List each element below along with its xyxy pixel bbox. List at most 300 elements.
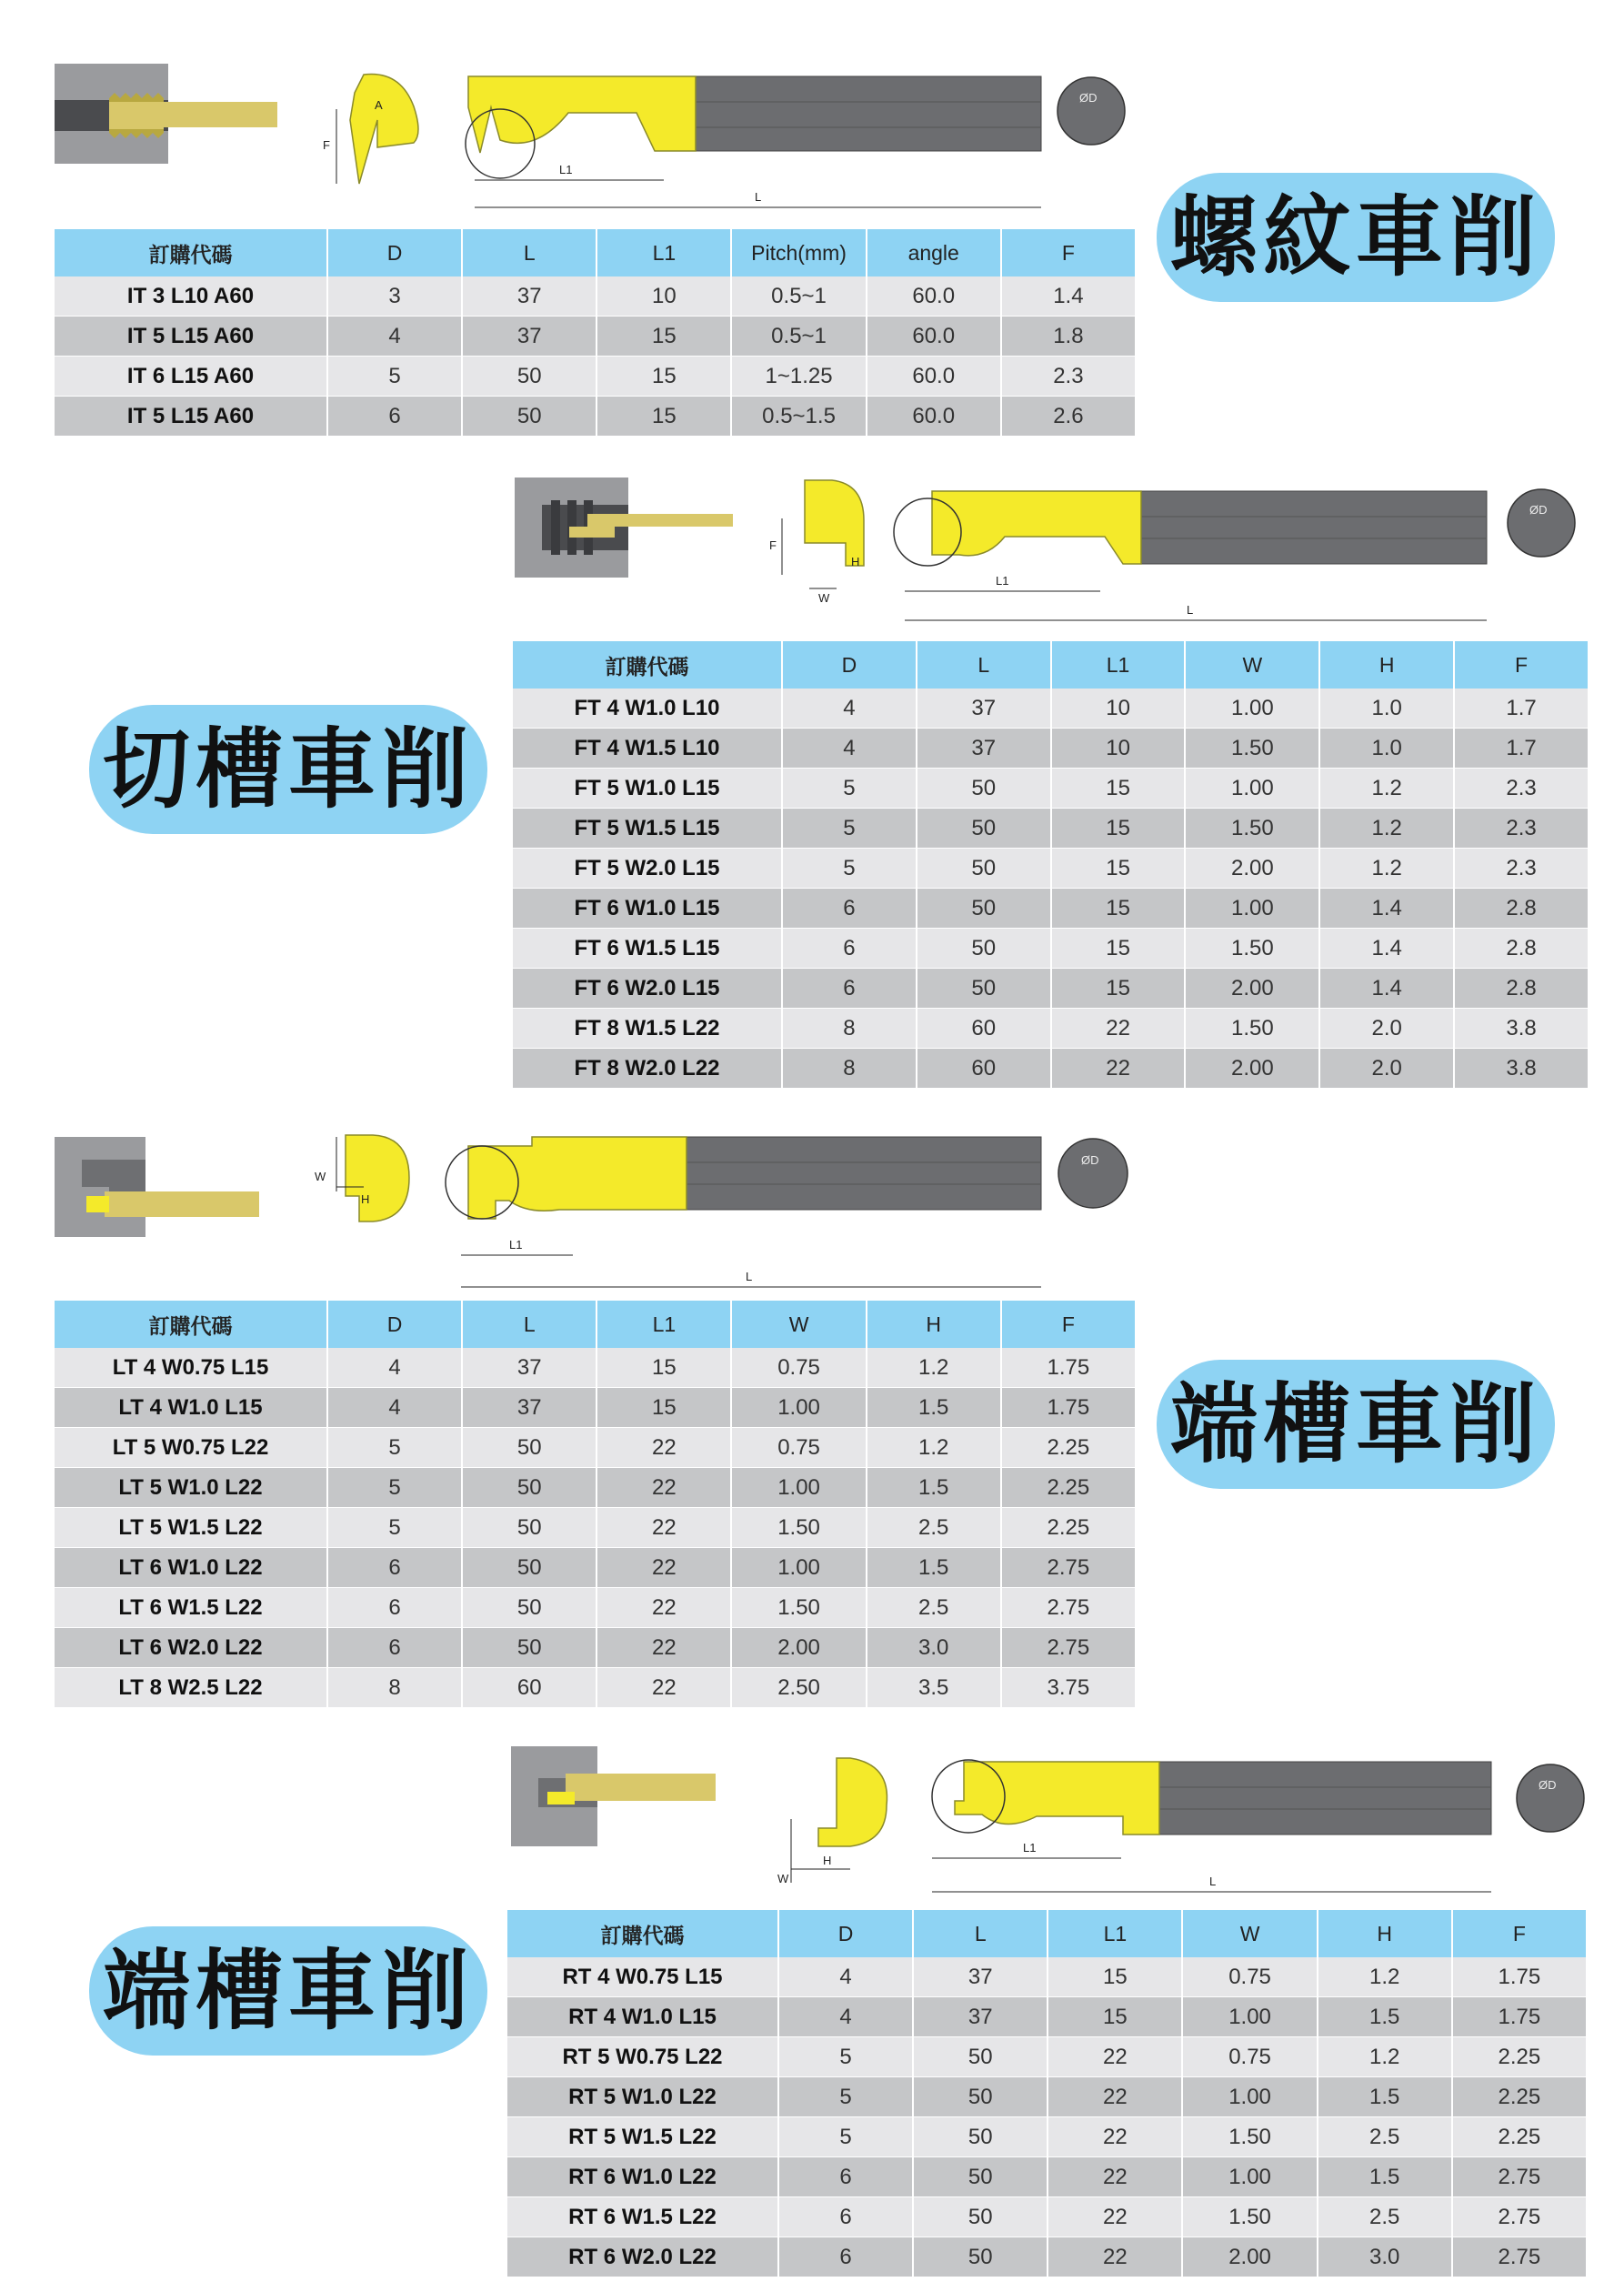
cell: 2.75	[1452, 2197, 1587, 2237]
table-row	[507, 2077, 1587, 2117]
cell: 60.0	[867, 317, 1001, 357]
cell: 50	[913, 2077, 1048, 2117]
cell: LT 4 W0.75 L15	[55, 1348, 327, 1388]
cell: 15	[596, 1388, 731, 1428]
section-title-badge: 切槽車削	[89, 705, 487, 834]
cell: 2.3	[1454, 769, 1589, 809]
cell: 1.75	[1452, 1997, 1587, 2037]
cell: 6	[782, 929, 917, 969]
cell: 3.8	[1454, 1049, 1589, 1089]
col-header: 訂購代碼	[513, 641, 782, 689]
cell: 60	[917, 1049, 1051, 1089]
cell: 6	[327, 1548, 462, 1588]
cell: 4	[782, 729, 917, 769]
cell: 1.4	[1319, 969, 1454, 1009]
col-header: 訂購代碼	[55, 229, 327, 276]
col-header: L	[462, 1301, 596, 1348]
cell: 2.5	[1318, 2117, 1452, 2157]
cell: 15	[1051, 929, 1186, 969]
section-title-badge: 螺紋車削	[1157, 173, 1555, 302]
cell: 8	[782, 1049, 917, 1089]
cell: 1.5	[1318, 2077, 1452, 2117]
cell: 10	[596, 276, 731, 317]
cell: 1.4	[1319, 889, 1454, 929]
cell: 22	[596, 1668, 731, 1708]
face-groove-tool-diagram	[905, 1751, 1596, 1905]
cell: 50	[913, 2197, 1048, 2237]
cell: FT 5 W1.5 L15	[513, 809, 782, 849]
col-header: L	[913, 1910, 1048, 1957]
cell: 50	[462, 1508, 596, 1548]
cell: 0.75	[731, 1428, 866, 1468]
cell: RT 5 W0.75 L22	[507, 2037, 778, 2077]
cell: 15	[1048, 1957, 1182, 1997]
table-row	[55, 397, 1136, 437]
table-row	[513, 1049, 1589, 1089]
table-row	[55, 1588, 1136, 1628]
cell: 0.5~1.5	[731, 397, 866, 437]
cell: 1.5	[867, 1468, 1001, 1508]
cell: FT 6 W2.0 L15	[513, 969, 782, 1009]
table-row	[513, 769, 1589, 809]
cell: LT 8 W2.5 L22	[55, 1668, 327, 1708]
table-row	[55, 276, 1136, 317]
table-row	[55, 1548, 1136, 1588]
workpiece-face-groove-image	[55, 1137, 264, 1237]
dim-angle-label: A	[375, 98, 383, 112]
cell: FT 8 W2.0 L22	[513, 1049, 782, 1089]
col-header: W	[1185, 641, 1319, 689]
cell: 1.5	[867, 1388, 1001, 1428]
cell: 37	[462, 1348, 596, 1388]
cell: 22	[596, 1628, 731, 1668]
cell: 2.3	[1454, 809, 1589, 849]
col-header: D	[778, 1910, 913, 1957]
col-header: F	[1001, 229, 1136, 276]
cell: 2.25	[1452, 2117, 1587, 2157]
col-header: H	[867, 1301, 1001, 1348]
insert-profile-diagram	[768, 1751, 896, 1896]
cell: RT 6 W2.0 L22	[507, 2237, 778, 2277]
cell: 1.2	[1319, 769, 1454, 809]
cell: RT 6 W1.0 L22	[507, 2157, 778, 2197]
cell: 37	[913, 1957, 1048, 1997]
col-header: D	[327, 1301, 462, 1348]
dim-l-label: L	[1209, 1875, 1217, 1888]
cell: 10	[1051, 729, 1186, 769]
cell: 1.2	[1318, 2037, 1452, 2077]
cell: FT 4 W1.5 L10	[513, 729, 782, 769]
cell: 8	[782, 1009, 917, 1049]
cell: LT 6 W1.0 L22	[55, 1548, 327, 1588]
cell: LT 6 W2.0 L22	[55, 1628, 327, 1668]
cell: 1.5	[867, 1548, 1001, 1588]
cell: 1.0	[1319, 729, 1454, 769]
table-row	[513, 809, 1589, 849]
dim-f-label: F	[769, 538, 777, 552]
col-header: L1	[596, 1301, 731, 1348]
cell: 6	[778, 2197, 913, 2237]
cell: 37	[913, 1997, 1048, 2037]
section-title-badge: 端槽車削	[89, 1926, 487, 2056]
cell: FT 6 W1.5 L15	[513, 929, 782, 969]
dim-l-label: L	[755, 190, 762, 204]
col-header: D	[782, 641, 917, 689]
cell: 60.0	[867, 357, 1001, 397]
cell: 1.00	[1182, 2077, 1317, 2117]
cell: 1.5	[1318, 2157, 1452, 2197]
cell: 50	[917, 889, 1051, 929]
cell: 15	[1051, 809, 1186, 849]
cell: 37	[462, 276, 596, 317]
cell: 50	[462, 1548, 596, 1588]
cell: 0.5~1	[731, 276, 866, 317]
cell: 6	[327, 1588, 462, 1628]
dim-diameter-label: ØD	[1529, 503, 1548, 517]
cell: 22	[1051, 1049, 1186, 1089]
cell: 22	[596, 1468, 731, 1508]
table-row	[507, 1997, 1587, 2037]
cell: RT 5 W1.5 L22	[507, 2117, 778, 2157]
cell: 22	[596, 1548, 731, 1588]
col-header: 訂購代碼	[55, 1301, 327, 1348]
table-row	[513, 849, 1589, 889]
cell: 1.00	[731, 1468, 866, 1508]
cell: 0.75	[731, 1348, 866, 1388]
cell: 22	[1048, 2077, 1182, 2117]
cell: 1.00	[1185, 889, 1319, 929]
cell: 1~1.25	[731, 357, 866, 397]
cell: 5	[327, 357, 462, 397]
table-row	[55, 1468, 1136, 1508]
cell: 0.75	[1182, 2037, 1317, 2077]
cell: 5	[778, 2117, 913, 2157]
cell: 1.00	[731, 1388, 866, 1428]
cell: 6	[778, 2157, 913, 2197]
col-header: W	[1182, 1910, 1317, 1957]
cell: LT 5 W1.0 L22	[55, 1468, 327, 1508]
cell: 50	[917, 809, 1051, 849]
cell: 5	[327, 1428, 462, 1468]
cell: 2.8	[1454, 929, 1589, 969]
table-row	[55, 317, 1136, 357]
table-row	[55, 1668, 1136, 1708]
cell: IT 5 L15 A60	[55, 397, 327, 437]
cell: 2.25	[1001, 1428, 1136, 1468]
cell: 6	[327, 397, 462, 437]
cell: 1.2	[1318, 1957, 1452, 1997]
cell: 2.75	[1452, 2157, 1587, 2197]
cell: 15	[596, 357, 731, 397]
cell: 6	[778, 2237, 913, 2277]
col-header: F	[1452, 1910, 1587, 1957]
table-row	[55, 1388, 1136, 1428]
cell: 1.50	[731, 1508, 866, 1548]
cell: 2.6	[1001, 397, 1136, 437]
cell: 22	[1048, 2117, 1182, 2157]
groove-spec-table	[513, 641, 1589, 1089]
cell: 2.0	[1319, 1049, 1454, 1089]
cell: 10	[1051, 689, 1186, 729]
cell: 50	[462, 357, 596, 397]
cell: 1.50	[731, 1588, 866, 1628]
cell: 60.0	[867, 276, 1001, 317]
col-header: L	[462, 229, 596, 276]
cell: 4	[327, 1388, 462, 1428]
cell: 8	[327, 1668, 462, 1708]
cell: 5	[327, 1468, 462, 1508]
cell: 1.4	[1319, 929, 1454, 969]
insert-profile-diagram	[309, 1128, 436, 1237]
cell: 2.00	[1185, 969, 1319, 1009]
cell: 50	[917, 969, 1051, 1009]
col-header: H	[1318, 1910, 1452, 1957]
cell: LT 5 W0.75 L22	[55, 1428, 327, 1468]
thread-spec-table	[55, 229, 1137, 437]
col-header: L1	[1051, 641, 1186, 689]
table-row	[507, 2237, 1587, 2277]
cell: 3	[327, 276, 462, 317]
cell: 1.75	[1452, 1957, 1587, 1997]
dim-l-label: L	[746, 1270, 753, 1283]
cell: 15	[1051, 889, 1186, 929]
table-row	[507, 2197, 1587, 2237]
cell: 2.75	[1001, 1588, 1136, 1628]
table-header-row	[55, 229, 1136, 276]
cell: 1.7	[1454, 729, 1589, 769]
workpiece-thread-image	[55, 64, 282, 164]
col-header: F	[1454, 641, 1589, 689]
insert-profile-diagram	[764, 475, 900, 611]
cell: 5	[782, 809, 917, 849]
cell: 50	[917, 769, 1051, 809]
cell: 37	[917, 689, 1051, 729]
dim-h-label: H	[361, 1192, 370, 1206]
dim-l1-label: L1	[509, 1238, 523, 1252]
col-header: L1	[596, 229, 731, 276]
table-header-row	[55, 1301, 1136, 1348]
cell: 2.00	[1185, 849, 1319, 889]
cell: LT 6 W1.5 L22	[55, 1588, 327, 1628]
cell: 1.2	[867, 1428, 1001, 1468]
cell: 50	[462, 1628, 596, 1668]
cell: 37	[917, 729, 1051, 769]
cell: 60.0	[867, 397, 1001, 437]
cell: 6	[782, 969, 917, 1009]
cell: 50	[917, 929, 1051, 969]
col-header: H	[1319, 641, 1454, 689]
cell: 2.75	[1001, 1628, 1136, 1668]
col-header: angle	[867, 229, 1001, 276]
table-row	[507, 2037, 1587, 2077]
cell: 1.2	[1319, 809, 1454, 849]
workpiece-face-groove-image	[511, 1746, 720, 1846]
dim-w-label: W	[315, 1170, 326, 1183]
cell: 2.00	[1182, 2237, 1317, 2277]
cell: 22	[1051, 1009, 1186, 1049]
cell: 2.00	[1185, 1049, 1319, 1089]
table-row	[513, 1009, 1589, 1049]
cell: 1.50	[1185, 1009, 1319, 1049]
cell: FT 6 W1.0 L15	[513, 889, 782, 929]
cell: 15	[1051, 849, 1186, 889]
cell: 2.50	[731, 1668, 866, 1708]
col-header: Pitch(mm)	[731, 229, 866, 276]
col-header: L1	[1048, 1910, 1182, 1957]
cell: 15	[596, 317, 731, 357]
cell: 22	[1048, 2037, 1182, 2077]
cell: 22	[596, 1508, 731, 1548]
cell: 6	[782, 889, 917, 929]
cell: 1.50	[1185, 929, 1319, 969]
table-header-row	[513, 641, 1589, 689]
cell: 15	[596, 1348, 731, 1388]
cell: RT 6 W1.5 L22	[507, 2197, 778, 2237]
dim-h-label: H	[851, 555, 860, 568]
cell: 2.5	[867, 1508, 1001, 1548]
thread-tool-diagram	[455, 71, 1128, 216]
table-row	[513, 889, 1589, 929]
dim-l-label: L	[1187, 603, 1194, 617]
dim-diameter-label: ØD	[1539, 1778, 1557, 1792]
cell: 0.5~1	[731, 317, 866, 357]
cell: 4	[327, 1348, 462, 1388]
cell: 50	[913, 2117, 1048, 2157]
cell: RT 4 W0.75 L15	[507, 1957, 778, 1997]
cell: 15	[596, 397, 731, 437]
dim-f-label: F	[323, 138, 330, 152]
cell: 1.8	[1001, 317, 1136, 357]
cell: 1.5	[1318, 1997, 1452, 2037]
cell: 1.4	[1001, 276, 1136, 317]
cell: 3.0	[867, 1628, 1001, 1668]
cell: 2.5	[867, 1588, 1001, 1628]
table-row	[513, 689, 1589, 729]
cell: 50	[462, 1428, 596, 1468]
cell: 2.25	[1452, 2077, 1587, 2117]
cell: 2.75	[1452, 2237, 1587, 2277]
dim-h-label: H	[823, 1854, 832, 1867]
cell: 15	[1051, 969, 1186, 1009]
cell: 50	[462, 1588, 596, 1628]
cell: IT 6 L15 A60	[55, 357, 327, 397]
cell: FT 5 W1.0 L15	[513, 769, 782, 809]
col-header: 訂購代碼	[507, 1910, 778, 1957]
cell: 22	[1048, 2197, 1182, 2237]
cell: LT 5 W1.5 L22	[55, 1508, 327, 1548]
cell: 22	[596, 1428, 731, 1468]
cell: RT 5 W1.0 L22	[507, 2077, 778, 2117]
face-groove-rt-spec-table	[507, 1910, 1588, 2277]
cell: 1.2	[867, 1348, 1001, 1388]
cell: 50	[913, 2237, 1048, 2277]
col-header: D	[327, 229, 462, 276]
col-header: L	[917, 641, 1051, 689]
table-row	[55, 1428, 1136, 1468]
cell: 4	[327, 317, 462, 357]
cell: 1.50	[1182, 2197, 1317, 2237]
table-row	[55, 1508, 1136, 1548]
cell: 4	[782, 689, 917, 729]
cell: 1.0	[1319, 689, 1454, 729]
cell: 1.75	[1001, 1348, 1136, 1388]
section-title-badge: 端槽車削	[1157, 1360, 1555, 1489]
cell: 5	[782, 769, 917, 809]
cell: 50	[913, 2037, 1048, 2077]
cell: FT 8 W1.5 L22	[513, 1009, 782, 1049]
cell: 37	[462, 1388, 596, 1428]
cell: 2.3	[1454, 849, 1589, 889]
table-row	[507, 1957, 1587, 1997]
table-row	[55, 357, 1136, 397]
cell: 5	[327, 1508, 462, 1548]
dim-diameter-label: ØD	[1081, 1153, 1099, 1167]
cell: 3.5	[867, 1668, 1001, 1708]
cell: 2.00	[731, 1628, 866, 1668]
cell: 5	[782, 849, 917, 889]
cell: 1.00	[1185, 769, 1319, 809]
table-row	[507, 2157, 1587, 2197]
dim-w-label: W	[818, 591, 830, 605]
cell: 50	[462, 397, 596, 437]
table-header-row	[507, 1910, 1587, 1957]
cell: 1.75	[1001, 1388, 1136, 1428]
cell: 50	[462, 1468, 596, 1508]
col-header: F	[1001, 1301, 1136, 1348]
cell: 60	[917, 1009, 1051, 1049]
cell: 4	[778, 1997, 913, 2037]
table-row	[513, 729, 1589, 769]
cell: 1.00	[1185, 689, 1319, 729]
cell: 1.50	[1185, 809, 1319, 849]
table-row	[55, 1628, 1136, 1668]
dim-w-label: W	[777, 1872, 789, 1885]
cell: 6	[327, 1628, 462, 1668]
face-groove-lt-spec-table	[55, 1301, 1137, 1708]
cell: 0.75	[1182, 1957, 1317, 1997]
cell: 4	[778, 1957, 913, 1997]
table-row	[507, 2117, 1587, 2157]
cell: 1.00	[1182, 1997, 1317, 2037]
cell: 1.00	[1182, 2157, 1317, 2197]
cell: 1.2	[1319, 849, 1454, 889]
cell: FT 4 W1.0 L10	[513, 689, 782, 729]
cell: 2.25	[1452, 2037, 1587, 2077]
cell: 2.75	[1001, 1548, 1136, 1588]
cell: 3.0	[1318, 2237, 1452, 2277]
dim-diameter-label: ØD	[1079, 91, 1098, 105]
cell: 15	[1048, 1997, 1182, 2037]
cell: 3.8	[1454, 1009, 1589, 1049]
cell: 2.5	[1318, 2197, 1452, 2237]
cell: 1.50	[1182, 2117, 1317, 2157]
cell: 2.0	[1319, 1009, 1454, 1049]
cell: 22	[1048, 2237, 1182, 2277]
groove-tool-diagram	[905, 482, 1596, 632]
cell: 1.7	[1454, 689, 1589, 729]
insert-profile-diagram	[323, 65, 450, 188]
table-row	[513, 969, 1589, 1009]
cell: 3.75	[1001, 1668, 1136, 1708]
cell: 1.00	[731, 1548, 866, 1588]
cell: 2.25	[1001, 1468, 1136, 1508]
dim-l1-label: L1	[996, 574, 1009, 588]
cell: 5	[778, 2077, 913, 2117]
cell: 15	[1051, 769, 1186, 809]
cell: IT 3 L10 A60	[55, 276, 327, 317]
cell: IT 5 L15 A60	[55, 317, 327, 357]
cell: RT 4 W1.0 L15	[507, 1997, 778, 2037]
